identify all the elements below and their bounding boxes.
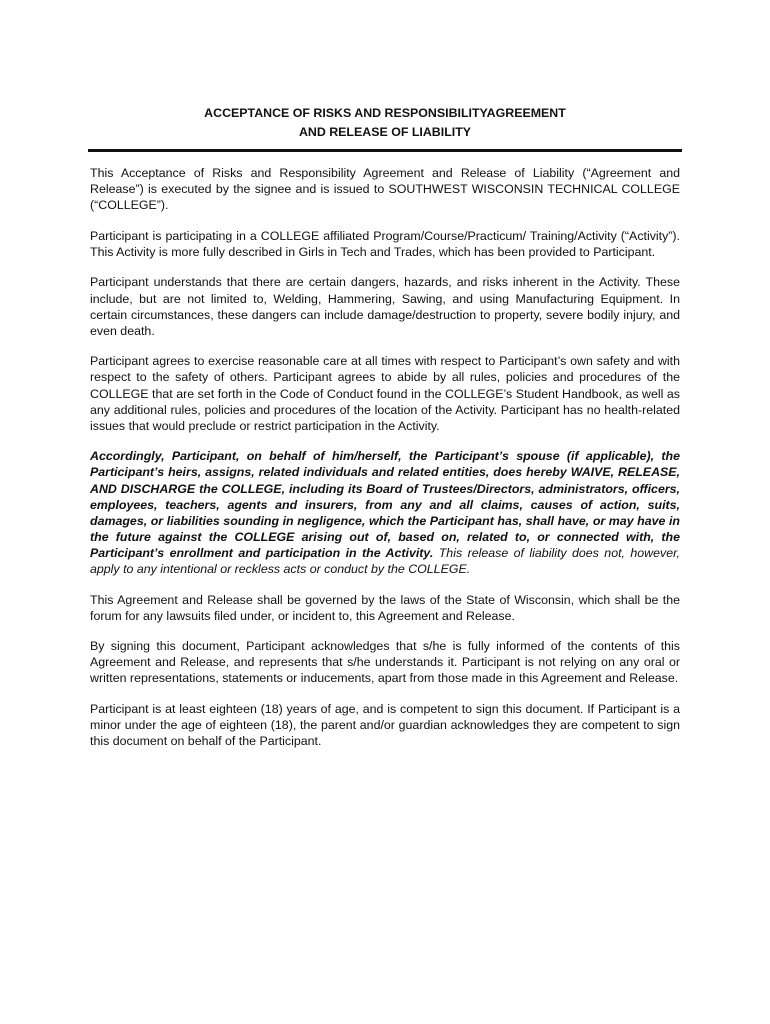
paragraph-activity: Participant is participating in a COLLEGE affiliated Program/Course/Practicum/ Training/Activity (“Activity”). This Activity is more fully described in Girls in Tech and Trades, which has been provided to Participant. xyxy=(90,228,680,259)
title-line-1: ACCEPTANCE OF RISKS AND RESPONSIBILITYAGREEMENT xyxy=(204,106,566,120)
paragraph-conduct: Participant agrees to exercise reasonable care at all times with respect to Participant’s own safety and with respect to the safety of others. Participant agrees to abide by all rules, policies and procedures of the COLLEGE that are set forth in the Code of Conduct found in the COLLEGE’s Student Handbook, as well as any additional rules, policies and procedures of the location of the Activity. Participant has no health-related issues that would preclude or restrict participation in the Activity. xyxy=(90,354,680,433)
release-statement: Accordingly, Participant, on behalf of him/herself, the Participant’s spouse (if applicable), the Participant’s heirs, assigns, related individuals and related entities, does hereby WAIVE, RELEASE, AND DISCHARGE the COLLEGE, including its Board of Trustees/Directors, administrators, officers, employees, teachers, agents and insurers, from any and all claims, causes of action, suits, damages, or liabilities sounding in negligence, which the Participant has, shall have, or may have in the future against the COLLEGE arising out of, based on, related to, or connected with, the Participant’s enrollment and participation in the Activity. xyxy=(90,449,680,560)
title-divider xyxy=(88,149,682,152)
title-line-2: AND RELEASE OF LIABILITY xyxy=(298,125,472,139)
paragraph-risks: Participant understands that there are certain dangers, hazards, and risks inherent in the Activity. These include, but are not limited to, Welding, Hammering, Sawing, and using Manufacturing Equipment. In certain circumstances, these dangers can include damage/destruction to property, severe bodily injury, and even death. xyxy=(90,275,680,338)
paragraph-agreement-intro: This Acceptance of Risks and Responsibility Agreement and Release of Liability (“Agreement and Release”) is executed by the signee and is issued to SOUTHWEST WISCONSIN TECHNICAL COLLEGE (“COLLEGE”). xyxy=(90,166,680,213)
document-title xyxy=(90,104,680,142)
paragraph-acknowledgement: By signing this document, Participant acknowledges that s/he is fully informed of the contents of this Agreement and Release, and represents that s/he understands it. Participant is not relying on any oral or written representations, statements or inducements, apart from those made in this Agreement and Release. xyxy=(90,639,680,686)
document-body xyxy=(90,165,680,764)
paragraph-governing-law: This Agreement and Release shall be governed by the laws of the State of Wisconsin, which shall be the forum for any lawsuits filed under, or incident to, this Agreement and Release. xyxy=(90,592,680,623)
release-exception: This release of liability does not, however, apply to any intentional or reckless acts or conduct by the COLLEGE. xyxy=(90,545,680,576)
paragraph-release xyxy=(90,448,680,577)
paragraph-age: Participant is at least eighteen (18) years of age, and is competent to sign this document. If Participant is a minor under the age of eighteen (18), the parent and/or guardian acknowledges they are competent to sign this document on behalf of the Participant. xyxy=(90,702,680,749)
